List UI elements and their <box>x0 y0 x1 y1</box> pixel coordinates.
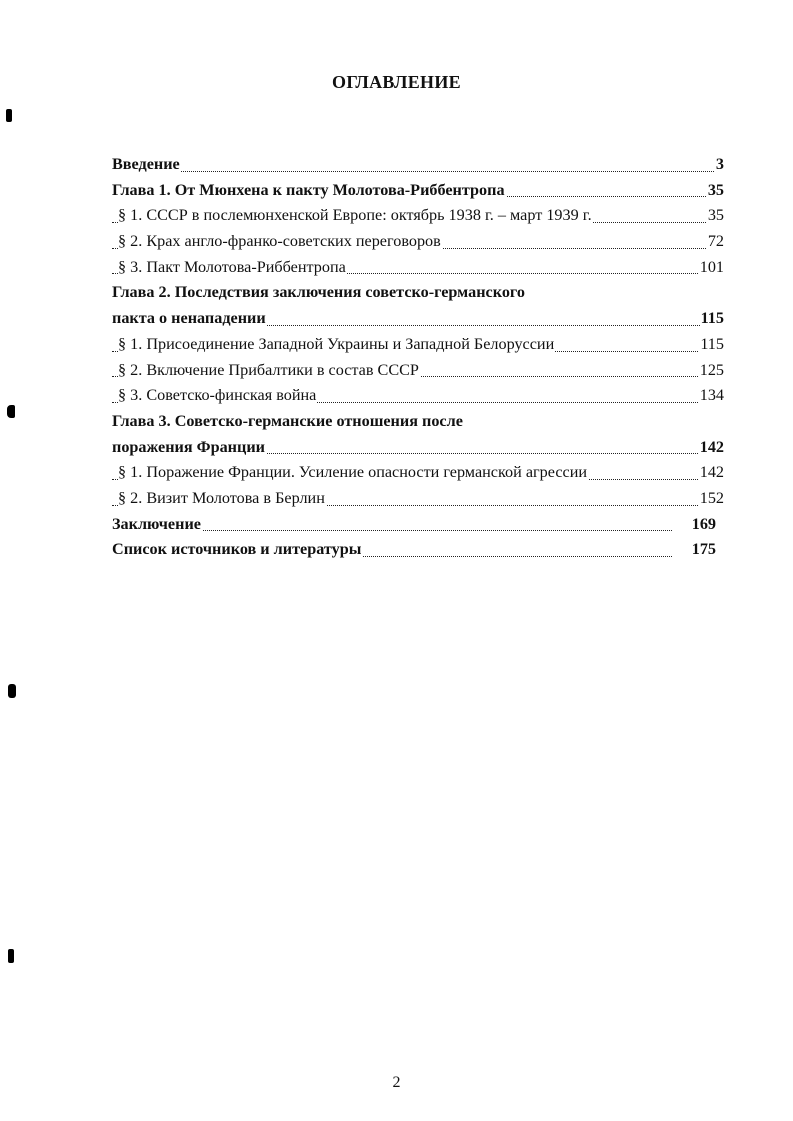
toc-entry-page: 125 <box>699 358 724 382</box>
toc-entry <box>112 203 724 229</box>
toc-entry <box>112 409 724 435</box>
dot-leader <box>112 171 724 172</box>
toc-entry-page: 152 <box>699 486 724 510</box>
toc-entry-page: 101 <box>699 255 724 279</box>
toc-entry <box>112 178 724 204</box>
toc-entry-page: 115 <box>700 306 724 330</box>
toc-entry-page: 72 <box>707 229 724 253</box>
toc-entry-page: 142 <box>699 460 724 484</box>
toc-entry-title: § 2. Визит Молотова в Берлин <box>118 486 326 510</box>
toc-entry-page: 134 <box>699 383 724 407</box>
toc-entry <box>112 383 724 409</box>
toc-entry-page: 142 <box>699 435 724 459</box>
toc-entry <box>112 486 724 512</box>
toc-entry-title: Глава 1. От Мюнхена к пакту Молотова-Риббентропа <box>112 178 506 202</box>
toc-entry-title: § 1. Присоединение Западной Украины и Западной Белоруссии <box>118 332 555 356</box>
toc-entry-title: Глава 2. Последствия заключения советско-германского <box>112 283 525 302</box>
toc-entry-title: поражения Франции <box>112 435 266 459</box>
page-number: 2 <box>392 1074 401 1091</box>
toc-entry <box>112 435 724 461</box>
scan-mark <box>8 684 16 698</box>
page-title: ОГЛАВЛЕНИЕ <box>332 72 461 92</box>
toc-entry-title: § 3. Пакт Молотова-Риббентропа <box>118 255 347 279</box>
table-of-contents <box>112 152 724 563</box>
toc-entry-page: 35 <box>707 203 724 227</box>
toc-entry <box>112 537 724 563</box>
toc-entry-page: 169 <box>691 512 716 536</box>
toc-entry <box>112 229 724 255</box>
toc-entry-title: § 2. Включение Прибалтики в состав СССР <box>118 358 420 382</box>
toc-entry-title: пакта о ненападении <box>112 306 267 330</box>
scan-mark <box>7 405 15 418</box>
toc-entry-title: Глава 3. Советско-германские отношения после <box>112 411 463 430</box>
toc-entry <box>112 512 724 538</box>
toc-entry <box>112 460 724 486</box>
toc-entry <box>112 280 724 306</box>
toc-entry <box>112 306 724 332</box>
scan-mark <box>8 949 14 963</box>
toc-entry-title: § 1. СССР в послемюнхенской Европе: октябрь 1938 г. – март 1939 г. <box>118 203 593 227</box>
toc-entry-title: § 1. Поражение Франции. Усиление опасности германской агрессии <box>118 460 588 484</box>
toc-entry-page: 175 <box>691 537 716 561</box>
toc-entry <box>112 152 724 178</box>
toc-entry-page: 35 <box>707 178 724 202</box>
scan-mark <box>6 109 12 122</box>
toc-entry-page: 3 <box>715 152 724 176</box>
toc-entry-title: § 2. Крах англо-франко-советских переговоров <box>118 229 442 253</box>
toc-entry <box>112 332 724 358</box>
toc-entry-title: Введение <box>112 152 181 176</box>
toc-entry <box>112 358 724 384</box>
toc-entry-page: 115 <box>699 332 724 356</box>
toc-entry-title: § 3. Советско-финская война <box>118 383 317 407</box>
toc-entry-title: Заключение <box>112 512 202 536</box>
toc-entry-title: Список источников и литературы <box>112 537 362 561</box>
toc-entry <box>112 255 724 281</box>
